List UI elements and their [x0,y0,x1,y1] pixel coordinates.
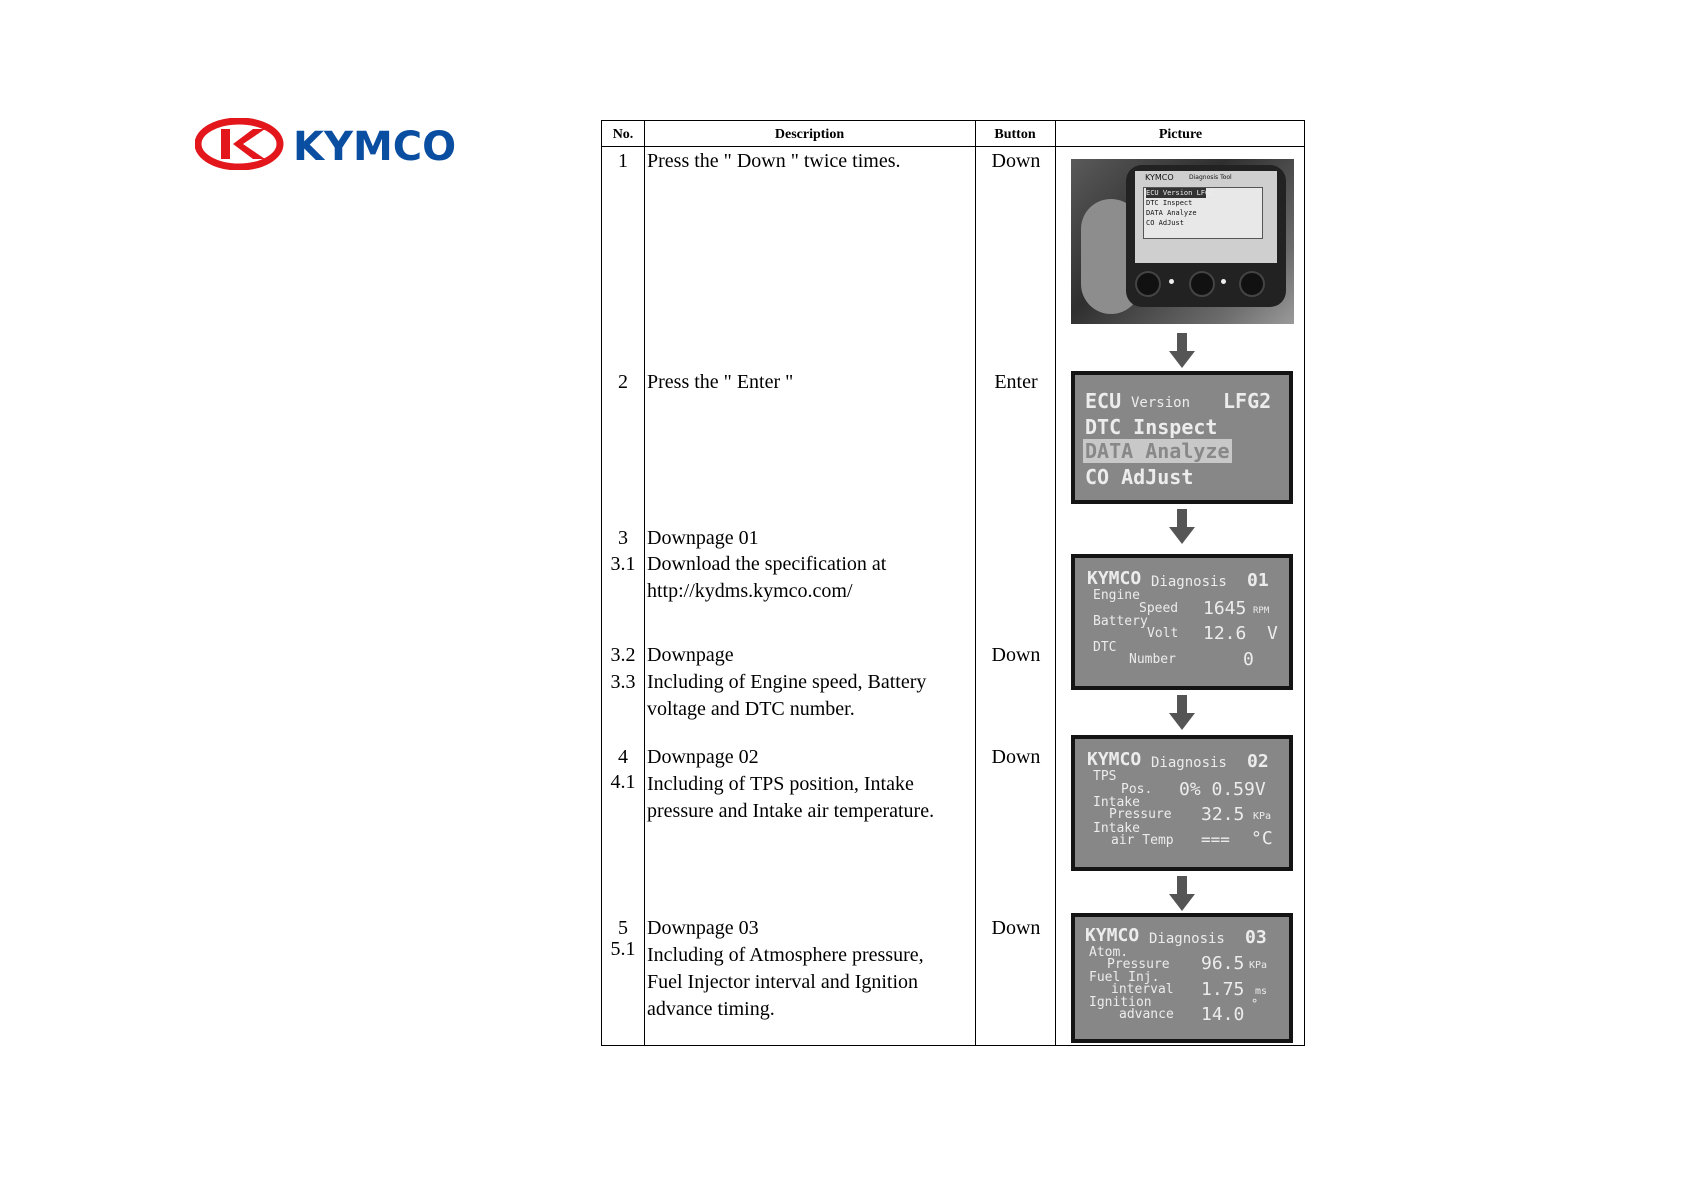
volt-value: 12.6 [1203,623,1247,644]
screen-label: Diagnosis [1151,574,1227,590]
down-arrow-icon [1167,876,1197,912]
pressure-label: Pressure [1109,807,1172,822]
pressure-value: 96.5 [1201,953,1245,974]
row-description: Download the specification at [647,553,887,575]
pos-value: 0% 0.59V [1179,779,1266,800]
screen-brand: KYMCO [1087,749,1142,770]
screen-brand: KYMCO [1087,568,1142,589]
pressure-unit: KPa [1253,811,1272,822]
row-no: 4.1 [610,771,636,793]
ignition-label: Ignition [1089,995,1152,1010]
row-no: 4 [618,746,628,768]
row-description-cont: advance timing. [647,998,775,1020]
pressure-unit: KPa [1249,960,1268,971]
row-description: Press the " Down " twice times. [647,150,901,172]
atom-label: Atom. [1089,945,1129,960]
down-arrow-icon [1167,333,1197,369]
procedure-table [601,120,1305,1046]
device-button [1239,271,1265,297]
device-led [1221,279,1226,284]
air-temp-label: air Temp [1111,833,1174,848]
row-description: Including of TPS position, Intake [647,773,914,795]
speed-value: 1645 [1203,598,1247,619]
number-label: Number [1129,652,1176,667]
row-description: Downpage 02 [647,746,759,768]
kymco-logo [195,118,480,170]
pos-label: Pos. [1121,782,1153,797]
device-button [1135,271,1161,297]
volt-label: Volt [1147,626,1179,641]
screen-label: Diagnosis [1151,755,1227,771]
row-description: Including of Engine speed, Battery [647,671,927,693]
fuel-inj-label: Fuel Inj. [1089,970,1160,985]
speed-unit: RPM [1253,606,1270,616]
diagnosis-screen-03 [1071,913,1293,1043]
row-button: Enter [994,371,1038,393]
ecu-label: ECU [1085,389,1122,413]
row-description-cont: voltage and DTC number. [647,698,855,720]
device-led [1169,279,1174,284]
device-photo [1071,159,1294,324]
row-description: Downpage [647,644,734,666]
header-description: Description [774,127,845,142]
screen-brand: KYMCO [1085,925,1140,946]
interval-value: 1.75 [1201,979,1245,1000]
row-no: 2 [618,371,628,393]
down-arrow-icon [1167,509,1197,545]
volt-unit: V [1267,623,1278,644]
screen-label: Diagnosis [1149,931,1225,947]
battery-label: Battery [1093,614,1148,629]
advance-label: advance [1119,1007,1174,1022]
interval-label: interval [1111,982,1174,997]
spec-url: http://kydms.kymco.com/ [647,580,853,602]
row-no: 3.3 [610,671,636,693]
intake-label: Intake [1093,795,1140,810]
svg-text:KYMCO: KYMCO [293,124,457,170]
row-button: Down [991,746,1041,768]
screen-page: 03 [1245,927,1267,948]
header-no: No. [612,127,634,142]
device-screen: ECU Version LFG2 DTC Inspect DATA Analyze CO AdJust [1143,187,1263,239]
interval-unit: ms [1255,986,1268,997]
row-button: Down [991,150,1041,172]
version-label: Version [1131,395,1191,411]
row-no: 3.2 [610,644,636,666]
device-subtitle: Diagnosis Tool [1189,174,1232,181]
device-title: KYMCO [1145,173,1174,182]
advance-unit: ° [1251,997,1259,1011]
row-button: Down [991,917,1041,939]
menu-item-data-selected: DATA Analyze [1085,439,1230,463]
row-no: 5.1 [610,938,636,960]
tps-label: TPS [1093,769,1117,784]
diagnosis-screen-01 [1071,554,1293,690]
row-description-cont: Fuel Injector interval and Ignition [647,971,919,993]
menu-item-dtc: DTC Inspect [1085,415,1218,439]
menu-item-co: CO AdJust [1085,465,1194,489]
temp-unit: °C [1251,828,1273,849]
screen-page: 01 [1247,570,1269,591]
screen-page: 02 [1247,751,1269,772]
row-description: Downpage 01 [647,527,759,549]
down-arrow-icon [1167,695,1197,731]
row-description: Downpage 03 [647,917,759,939]
engine-label: Engine [1093,588,1140,603]
pressure-value: 32.5 [1201,804,1245,825]
row-no: 5 [618,917,628,939]
row-description: Press the " Enter " [647,371,794,393]
speed-label: Speed [1139,601,1179,616]
row-description-cont: pressure and Intake air temperature. [647,800,935,822]
row-no: 1 [618,150,628,172]
row-description: Including of Atmosphere pressure, [647,944,924,966]
row-no: 3 [618,527,628,549]
advance-value: 14.0 [1201,1004,1245,1025]
header-picture: Picture [1158,127,1203,142]
pressure-label: Pressure [1107,957,1170,972]
number-value: 0 [1243,649,1254,670]
row-no: 3.1 [610,553,636,575]
intake-label: Intake [1093,821,1140,836]
diagnosis-screen-02 [1071,735,1293,871]
menu-screen [1071,371,1293,504]
header-button: Button [994,127,1036,142]
device-button [1189,271,1215,297]
row-button: Down [991,644,1041,666]
version-code: LFG2 [1223,389,1272,413]
temp-value: === [1201,830,1230,849]
dtc-label: DTC [1093,640,1117,655]
